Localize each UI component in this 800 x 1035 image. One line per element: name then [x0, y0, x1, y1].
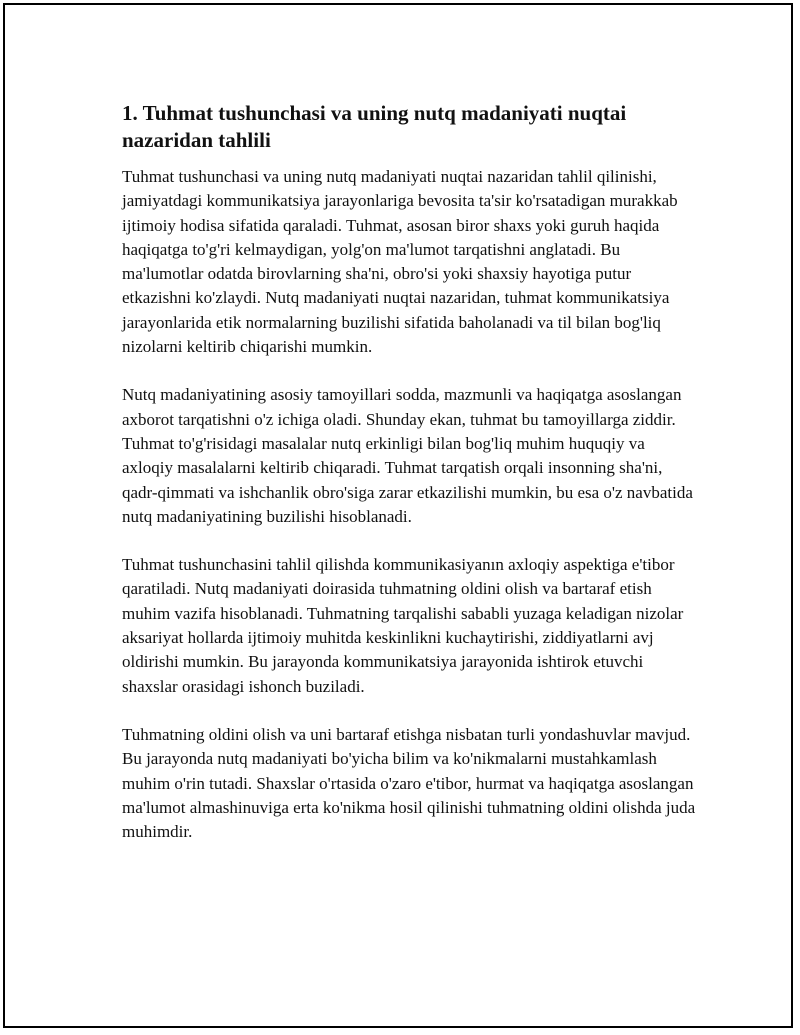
paragraph-2: Nutq madaniyatining asosiy tamoyillari sodda, mazmunli va haqiqatga asoslangan axborot tarqatishni o'z ichiga oladi. Shunday ekan, tuhmat bu tamoyillarga ziddir. Tuhmat to'g'risidagi masalalar nutq erkinligi bilan bog'liq muhim huquqiy va axloqiy masalalarni keltirib chiqaradi. Tuhmat tarqatish orqali insonning sha'ni, qadr-qimmati va ishchanlik obro'siga zarar etkazilishi mumkin, bu esa o'z navbatida nutq madaniyatining buzilishi hisoblanadi. [122, 385, 693, 526]
section-title: 1. Tuhmat tushunchasi va uning nutq madaniyati nuqtai nazaridan tahlili [122, 101, 627, 152]
page-frame [3, 3, 793, 1028]
paragraph-4: Tuhmatning oldini olish va uni bartaraf etishga nisbatan turli yondashuvlar mavjud. Bu jarayonda nutq madaniyati bo'yicha bilim va ko'nikmalarni mustahkamlash muhim o'rin tutadi. Shaxslar o'rtasida o'zaro e'tibor, hurmat va haqiqatga asoslangan ma'lumot almashinuviga erta ko'nikma hosil qilinishi tuhmatning oldini olishda juda muhimdir. [122, 724, 696, 842]
paragraph-1: Tuhmat tushunchasi va uning nutq madaniyati nuqtai nazaridan tahlil qilinishi, jamiyatdagi kommunikatsiya jarayonlariga bevosita ta'sir ko'rsatadigan murakkab ijtimoiy hodisa sifatida qaraladi. Tuhmat, asosan biror shaxs yoki guruh haqida haqiqatga to'g'ri kelmaydigan, yolg'on ma'lumot tarqatishni anglatadi. Bu ma'lumotlar odatda birovlarning sha'ni, obro'si yoki shaxsiy hayotiga putur etkazishni ko'zlaydi. Nutq madaniyati nuqtai nazaridan, tuhmat kommunikatsiya jarayonlarida etik normalarning buzilishi sifatida baholanadi va til bilan bog'liq nizolarni keltirib chiqarishi mumkin. [122, 167, 678, 357]
document-body [122, 100, 697, 868]
paragraph-3: Tuhmat tushunchasini tahlil qilishda kommunikasiyanın axloqiy aspektiga e'tibor qaratiladi. Nutq madaniyati doirasida tuhmatning oldini olish va bartaraf etish muhim vazifa hisoblanadi. Tuhmatning tarqalishi sababli yuzaga keladigan nizolar aksariyat hollarda ijtimoiy muhitda keskinlikni kuchaytirishi, ziddiyatlarni avj oldirishi mumkin. Bu jarayonda kommunikatsiya jarayonida ishtirok etuvchi shaxslar orasidagi ishonch buziladi. [122, 555, 684, 696]
